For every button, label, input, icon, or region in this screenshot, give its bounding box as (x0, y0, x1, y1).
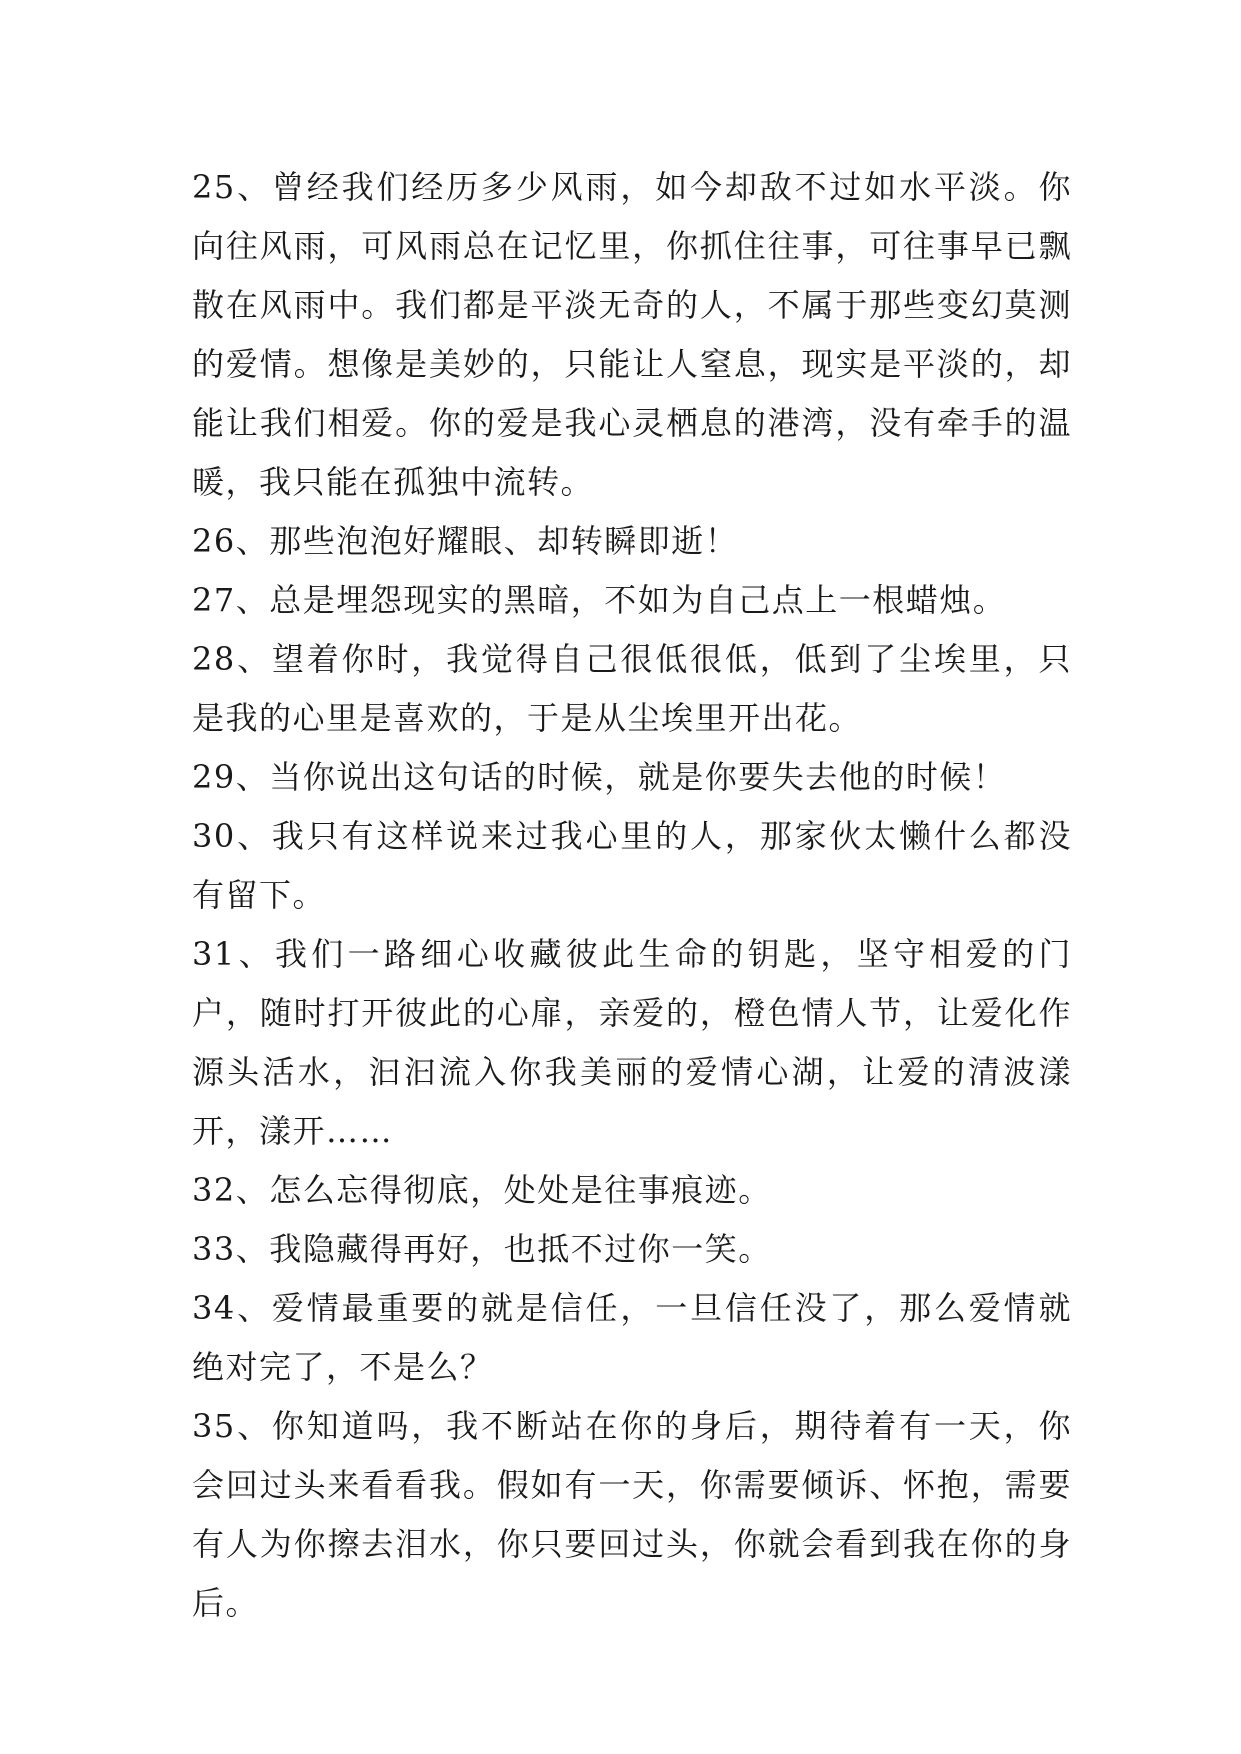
paragraph-30: 30、我只有这样说来过我心里的人，那家伙太懒什么都没有留下。 (192, 817, 1072, 914)
paragraph-32: 32、怎么忘得彻底，处处是往事痕迹。 (192, 1171, 772, 1209)
paragraph-28: 28、望着你时，我觉得自己很低很低，低到了尘埃里，只是我的心里是喜欢的，于是从尘埃里开出花。 (192, 640, 1072, 737)
paragraph-35: 35、你知道吗，我不断站在你的身后，期待着有一天，你会回过头来看看我。假如有一天，你需要倾诉、怀抱，需要有人为你擦去泪水，你只要回过头，你就会看到我在你的身后。 (192, 1407, 1072, 1622)
paragraph-33: 33、我隐藏得再好，也抵不过你一笑。 (192, 1230, 772, 1268)
paragraph-26: 26、那些泡泡好耀眼、却转瞬即逝！ (192, 522, 739, 560)
paragraph-25: 25、曾经我们经历多少风雨，如今却敌不过如水平淡。你向往风雨，可风雨总在记忆里，你抓住往事，可往事早已飘散在风雨中。我们都是平淡无奇的人，不属于那些变幻莫测的爱情。想像是美妙的，只能让人窒息，现实是平淡的，却能让我们相爱。你的爱是我心灵栖息的港湾，没有牵手的温暖，我只能在孤独中流转。 (192, 168, 1072, 501)
paragraph-31: 31、我们一路细心收藏彼此生命的钥匙，坚守相爱的门户，随时打开彼此的心扉，亲爱的，橙色情人节，让爱化作源头活水，汩汩流入你我美丽的爱情心湖，让爱的清波漾开，漾开…… (192, 935, 1072, 1150)
paragraph-27: 27、总是埋怨现实的黑暗，不如为自己点上一根蜡烛。 (192, 581, 1007, 619)
document-body (192, 158, 1072, 1633)
paragraph-34: 34、爱情最重要的就是信任，一旦信任没了，那么爱情就绝对完了，不是么？ (192, 1289, 1072, 1386)
paragraph-29: 29、当你说出这句话的时候，就是你要失去他的时候！ (192, 758, 1007, 796)
